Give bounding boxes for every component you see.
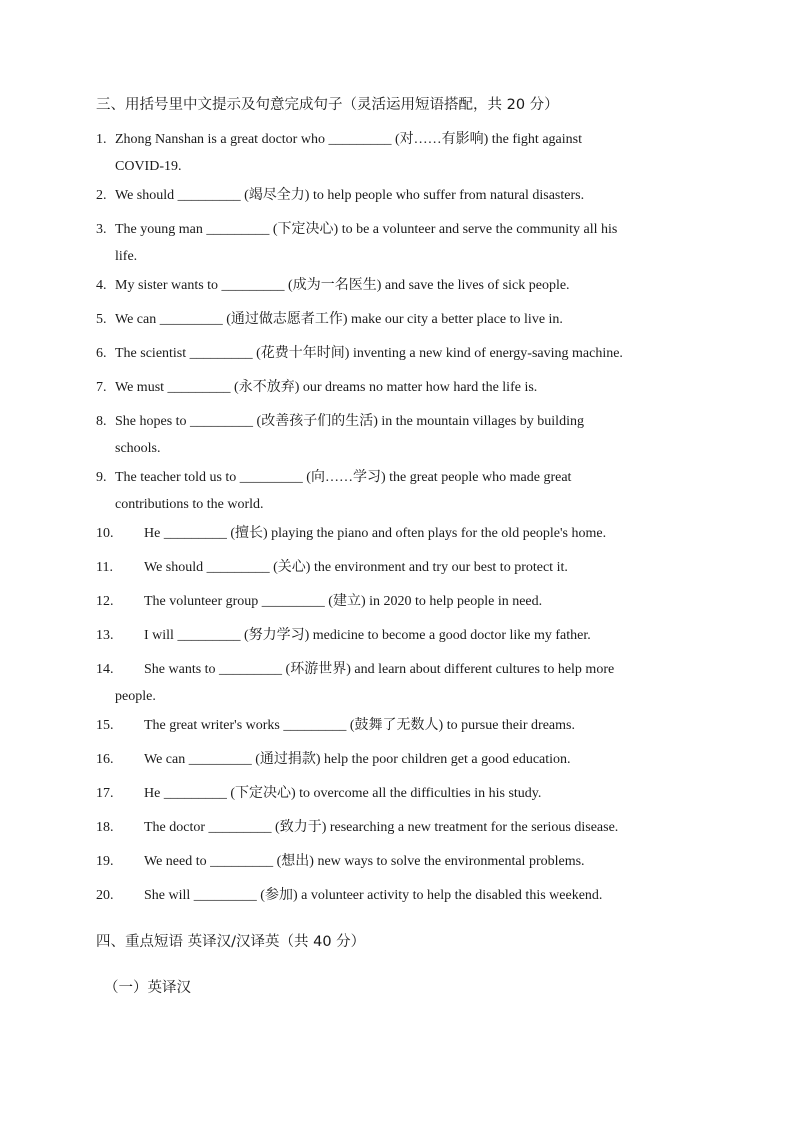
item-number: 18. (96, 820, 114, 835)
item-number: 11. (96, 560, 113, 575)
item-text: She will _________ (参加) a volunteer activity to help the disabled this weekend. (144, 888, 603, 903)
exercise-item (96, 464, 696, 518)
section-4-title: 四、重点短语 英译汉/汉译英（共 40 分） (96, 934, 366, 950)
item-number: 17. (96, 786, 114, 801)
item-number: 7. (96, 380, 107, 395)
item-number: 10. (96, 526, 114, 541)
item-text: We should _________ (关心) the environment and try our best to protect it. (144, 560, 568, 575)
item-text-continued: life. (115, 249, 138, 264)
exercise-item (96, 814, 696, 841)
exercise-item (96, 374, 696, 401)
exercise-item (96, 780, 696, 807)
item-number: 5. (96, 312, 107, 327)
item-number: 9. (96, 470, 107, 485)
item-text: Zhong Nanshan is a great doctor who _________ (对……有影响) the fight against (115, 132, 582, 147)
exercise-item (96, 216, 696, 270)
item-text: We need to _________ (想出) new ways to solve the environmental problems. (144, 854, 585, 869)
section-4-subtitle: （一）英译汉 (104, 980, 191, 996)
item-text-continued: people. (115, 689, 156, 704)
item-number: 16. (96, 752, 114, 767)
exercise-item (96, 520, 696, 547)
item-text-continued: schools. (115, 441, 161, 456)
item-number: 2. (96, 188, 107, 203)
exercise-item (96, 848, 696, 875)
exercise-item (96, 340, 696, 367)
item-text: We should _________ (竭尽全力) to help people who suffer from natural disasters. (115, 188, 585, 203)
item-number: 20. (96, 888, 114, 903)
item-text: He _________ (下定决心) to overcome all the difficulties in his study. (144, 786, 542, 801)
item-text: We can _________ (通过做志愿者工作) make our city a better place to live in. (115, 312, 563, 327)
item-text: I will _________ (努力学习) medicine to become a good doctor like my father. (144, 628, 591, 643)
item-number: 13. (96, 628, 114, 643)
exercise-item (96, 126, 696, 180)
item-text: The scientist _________ (花费十年时间) inventing a new kind of energy-saving machine. (115, 346, 623, 361)
exercise-item (96, 182, 696, 209)
item-text-continued: COVID-19. (115, 159, 182, 174)
item-number: 8. (96, 414, 107, 429)
item-text: He _________ (擅长) playing the piano and often plays for the old people's home. (144, 526, 607, 541)
item-number: 15. (96, 718, 114, 733)
exercise-item (96, 306, 696, 333)
item-number: 14. (96, 662, 114, 677)
item-text: The teacher told us to _________ (向……学习) the great people who made great (115, 470, 572, 485)
exercise-item (96, 746, 696, 773)
item-number: 1. (96, 132, 107, 147)
item-number: 4. (96, 278, 107, 293)
item-text: The great writer's works _________ (鼓舞了无数人) to pursue their dreams. (144, 718, 575, 733)
item-text: We can _________ (通过捐款) help the poor children get a good education. (144, 752, 571, 767)
exercise-item (96, 588, 696, 615)
item-number: 12. (96, 594, 114, 609)
item-text: My sister wants to _________ (成为一名医生) and save the lives of sick people. (115, 278, 570, 293)
item-text-continued: contributions to the world. (115, 497, 264, 512)
item-text: The young man _________ (下定决心) to be a volunteer and serve the community all his (115, 222, 618, 237)
item-text: The doctor _________ (致力于) researching a new treatment for the serious disease. (144, 820, 619, 835)
exercise-item (96, 554, 696, 581)
exercise-item (96, 712, 696, 739)
item-number: 19. (96, 854, 114, 869)
item-text: She hopes to _________ (改善孩子们的生活) in the mountain villages by building (115, 414, 584, 429)
exercise-item (96, 882, 696, 909)
item-number: 3. (96, 222, 107, 237)
item-number: 6. (96, 346, 107, 361)
exercise-item (96, 656, 696, 710)
item-text: The volunteer group _________ (建立) in 2020 to help people in need. (144, 594, 543, 609)
section-3-title: 三、用括号里中文提示及句意完成句子（灵活运用短语搭配，共 20 分） (96, 97, 559, 113)
exercise-item (96, 272, 696, 299)
item-text: We must _________ (永不放弃) our dreams no matter how hard the life is. (115, 380, 538, 395)
exercise-item (96, 622, 696, 649)
item-text: She wants to _________ (环游世界) and learn about different cultures to help more (144, 662, 615, 677)
exercise-item (96, 408, 696, 462)
